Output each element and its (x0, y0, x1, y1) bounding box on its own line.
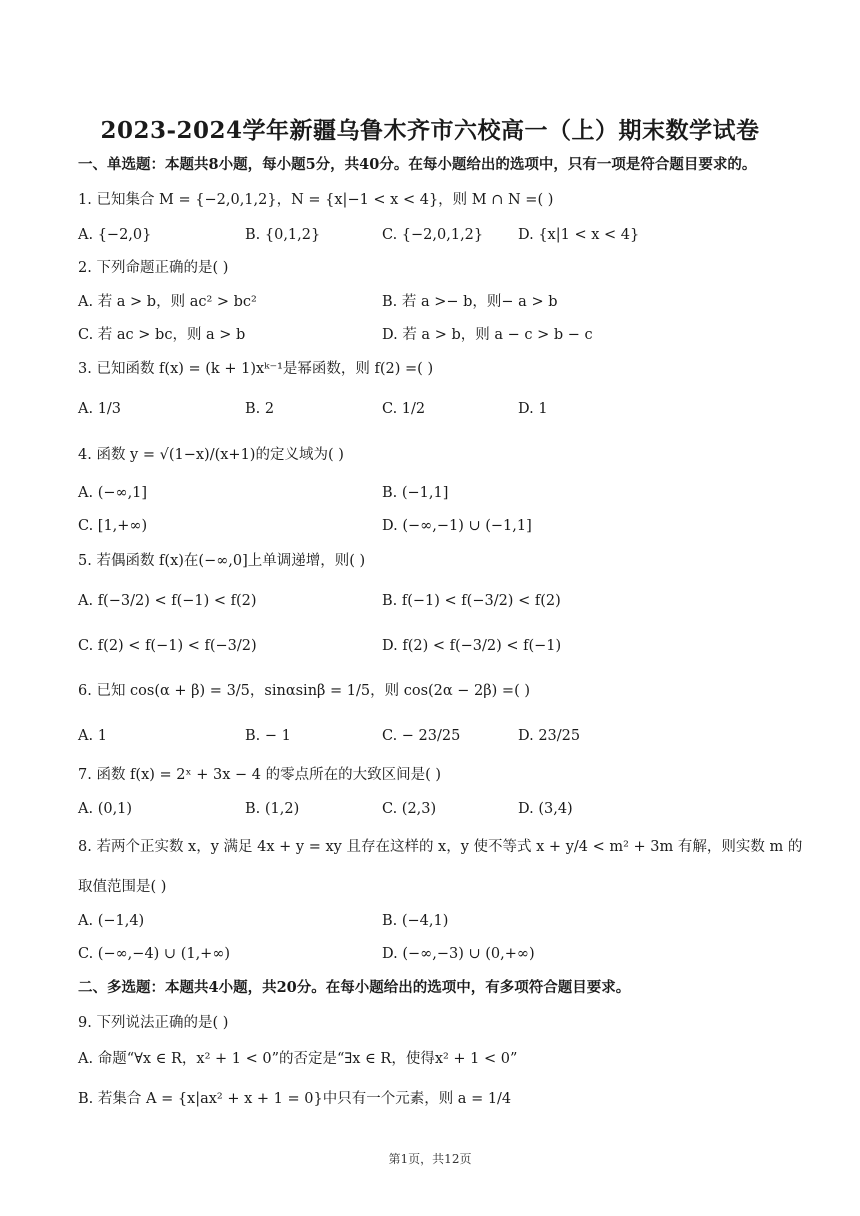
question-4-option-d: D. (−∞,−1) ∪ (−1,1] (382, 518, 532, 534)
question-8-option-c: C. (−∞,−4) ∪ (1,+∞) (78, 946, 231, 962)
question-7-option-d: D. (3,4) (518, 801, 573, 817)
question-3-option-a: A. 1/3 (78, 401, 122, 417)
section-single-choice-header: 一、单选题：本题共8小题，每小题5分，共40分。在每小题给出的选项中，只有一项是符合题目要求的。 (78, 156, 757, 173)
question-8-option-b: B. (−4,1) (382, 913, 449, 929)
question-7-stem: 7. 函数 f(x) = 2ˣ + 3x − 4 的零点所在的大致区间是( ) (78, 767, 442, 783)
question-3-option-c: C. 1/2 (382, 401, 426, 417)
question-1-option-d: D. {x|1 < x < 4} (518, 227, 640, 243)
question-8-option-d: D. (−∞,−3) ∪ (0,+∞) (382, 946, 535, 962)
question-7-option-a: A. (0,1) (78, 801, 133, 817)
question-1-option-a: A. {−2,0} (78, 227, 152, 243)
question-3-option-d: D. 1 (518, 401, 548, 417)
question-4-option-c: C. [1,+∞) (78, 518, 148, 534)
question-5-option-b: B. f(−1) < f(−3/2) < f(2) (382, 593, 561, 609)
question-9-option-b: B. 若集合 A = {x|ax² + x + 1 = 0}中只有一个元素，则 a = 1/4 (78, 1091, 512, 1107)
question-4-option-b: B. (−1,1] (382, 485, 449, 501)
page-footer: 第1页，共12页 (388, 1152, 472, 1166)
question-8-stem: 8. 若两个正实数 x，y 满足 4x + y = xy 且存在这样的 x，y 使不等式 x + y/4 < m² + 3m 有解，则实数 m 的 (78, 839, 803, 855)
question-8-stem-continued: 取值范围是( ) (78, 879, 167, 895)
question-7-option-c: C. (2,3) (382, 801, 437, 817)
question-8-option-a: A. (−1,4) (78, 913, 145, 929)
page-title: 2023-2024学年新疆乌鲁木齐市六校高一（上）期末数学试卷 (100, 117, 760, 144)
question-6-option-c: C. − 23/25 (382, 728, 461, 744)
question-6-option-d: D. 23/25 (518, 728, 581, 744)
question-4-option-a: A. (−∞,1] (78, 485, 148, 501)
question-3-stem: 3. 已知函数 f(x) = (k + 1)xᵏ⁻¹是幂函数，则 f(2) =( ) (78, 361, 434, 377)
question-1-option-b: B. {0,1,2} (245, 227, 321, 243)
question-9-stem: 9. 下列说法正确的是( ) (78, 1015, 229, 1031)
question-2-stem: 2. 下列命题正确的是( ) (78, 260, 229, 276)
question-2-option-a: A. 若 a > b，则 ac² > bc² (78, 294, 257, 310)
question-5-stem: 5. 若偶函数 f(x)在(−∞,0]上单调递增，则( ) (78, 553, 366, 569)
question-2-option-b: B. 若 a >− b，则− a > b (382, 294, 558, 310)
question-5-option-d: D. f(2) < f(−3/2) < f(−1) (382, 638, 562, 654)
question-9-option-a: A. 命题“∀x ∈ R，x² + 1 < 0”的否定是“∃x ∈ R，使得x² + 1 < 0” (78, 1051, 518, 1067)
question-5-option-c: C. f(2) < f(−1) < f(−3/2) (78, 638, 257, 654)
question-1-option-c: C. {−2,0,1,2} (382, 227, 484, 243)
question-7-option-b: B. (1,2) (245, 801, 300, 817)
question-6-option-b: B. − 1 (245, 728, 291, 744)
question-2-option-c: C. 若 ac > bc，则 a > b (78, 327, 246, 343)
question-4-stem: 4. 函数 y = √(1−x)/(x+1)的定义域为( ) (78, 447, 344, 463)
section-multiple-choice-header: 二、多选题：本题共4小题，共20分。在每小题给出的选项中，有多项符合题目要求。 (78, 979, 631, 996)
question-6-stem: 6. 已知 cos(α + β) = 3/5，sinαsinβ = 1/5，则 cos(2α − 2β) =( ) (78, 683, 531, 699)
question-3-option-b: B. 2 (245, 401, 275, 417)
question-2-option-d: D. 若 a > b，则 a − c > b − c (382, 327, 593, 343)
question-6-option-a: A. 1 (78, 728, 107, 744)
question-1-stem: 1. 已知集合 M = {−2,0,1,2}，N = {x|−1 < x < 4}，则 M ∩ N =( ) (78, 192, 554, 208)
question-5-option-a: A. f(−3/2) < f(−1) < f(2) (78, 593, 257, 609)
